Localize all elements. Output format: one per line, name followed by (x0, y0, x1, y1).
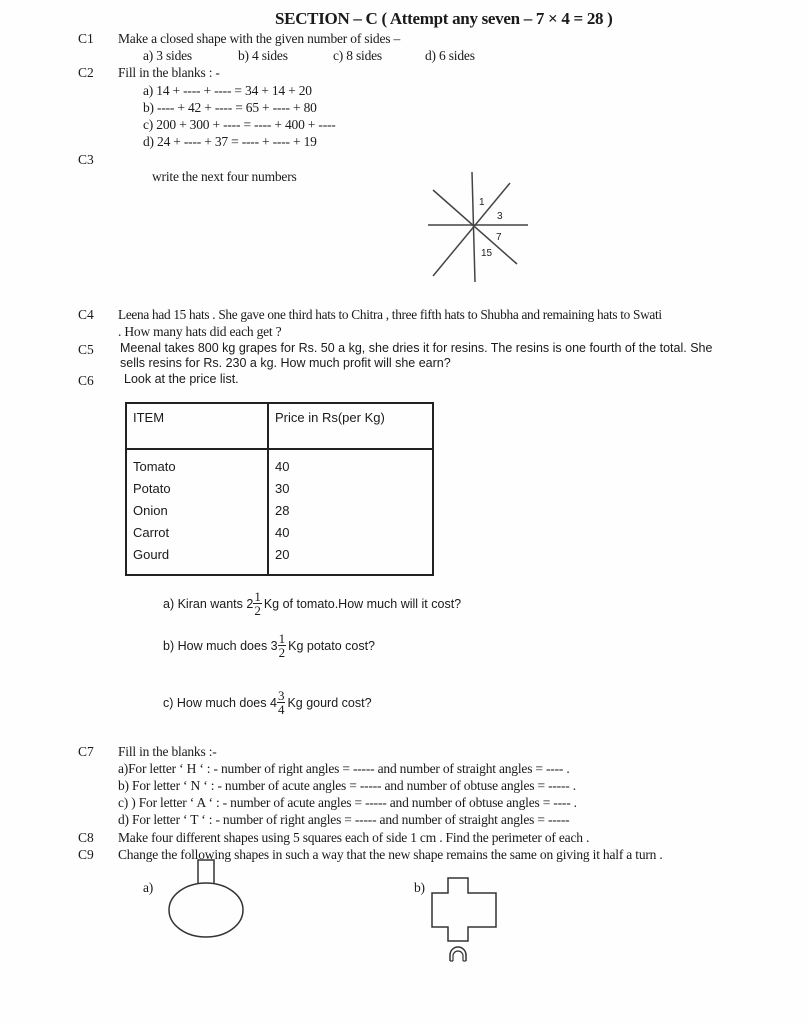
c7-question-text: Fill in the blanks :- (118, 744, 217, 759)
c7-item-d: d) For letter ‘ T ‘ : - number of right angles = ----- and number of straight angles = ----- (118, 812, 570, 827)
section-title: SECTION – C ( Attempt any seven – 7 × 4 = 28 ) (275, 9, 613, 28)
table-cell-item: Tomato (133, 459, 176, 474)
c9-shape-a-circle-with-square (160, 858, 250, 938)
c3-star-lines-figure (410, 170, 550, 285)
question-number-c8: C8 (78, 830, 94, 845)
c5-question-line1: Meenal takes 800 kg grapes for Rs. 50 a kg, she dries it for resins. The resins is one fourth of the total. She (120, 341, 713, 355)
c8-question-text: Make four different shapes using 5 squares each of side 1 cm . Find the perimeter of each . (118, 830, 590, 845)
question-number-c1: C1 (78, 31, 94, 46)
table-header-price: Price in Rs(per Kg) (268, 403, 433, 449)
c2-question-text: Fill in the blanks : - (118, 65, 220, 80)
table-header-item: ITEM (126, 403, 268, 449)
question-number-c5: C5 (78, 342, 94, 357)
fraction: $\frac{1}{2}$ (254, 589, 261, 618)
c2-item-a: a) 14 + ---- + ---- = 34 + 14 + 20 (143, 83, 312, 98)
c3-question-text: write the next four numbers (152, 169, 297, 184)
table-cell-price: 40 (275, 459, 290, 474)
question-number-c2: C2 (78, 65, 94, 80)
c6-question-text: Look at the price list. (124, 372, 239, 386)
c1-option-d: d) 6 sides (425, 48, 475, 63)
table-cell-price: 28 (275, 503, 290, 518)
c3-label-3: 3 (497, 211, 503, 222)
c9-shape-b-label: b) (414, 880, 425, 895)
table-body-row (126, 449, 433, 575)
c3-label-15: 15 (481, 248, 493, 259)
c3-label-1: 1 (479, 197, 485, 208)
table-cell-price: 20 (275, 547, 290, 562)
question-number-c9: C9 (78, 847, 94, 862)
fraction: $\frac{1}{2}$ (278, 631, 286, 660)
c9-shape-a-label: a) (143, 880, 154, 895)
c2-item-b: b) ---- + 42 + ---- = 65 + ---- + 80 (143, 100, 317, 115)
fraction: $\frac{3}{4}$ (277, 688, 285, 717)
c7-item-c: c) ) For letter ‘ A ‘ : - number of acute angles = ----- and number of obtuse angles = ---- . (118, 795, 577, 810)
c1-option-b: b) 4 sides (238, 48, 288, 63)
question-number-c6: C6 (78, 373, 94, 388)
table-cell-item: Gourd (133, 547, 170, 562)
price-list-table (125, 402, 434, 576)
c6-subquestion-c: c) How much does 4 $\frac{3}{4}$ Kg gourd cost? (163, 688, 372, 717)
question-number-c3: C3 (78, 152, 94, 167)
c3-label-7: 7 (496, 232, 502, 243)
question-number-c7: C7 (78, 744, 94, 759)
table-item-column (126, 449, 268, 575)
c2-item-c: c) 200 + 300 + ---- = ---- + 400 + ---- (143, 117, 336, 132)
table-header-row (126, 403, 433, 449)
c2-item-d: d) 24 + ---- + 37 = ---- + ---- + 19 (143, 134, 317, 149)
c1-question-text: Make a closed shape with the given number of sides – (118, 31, 401, 46)
c9-question-text: Change the following shapes in such a way that the new shape remains the same on giving it half a turn . (118, 847, 663, 862)
c4-question-line1: Leena had 15 hats . She gave one third hats to Chitra , three fifth hats to Shubha and remaining hats to Swati (118, 307, 662, 322)
c1-option-c: c) 8 sides (333, 48, 382, 63)
table-cell-item: Potato (133, 481, 171, 496)
c6-subquestion-a: a) Kiran wants 2 $\frac{1}{2}$ Kg of tomato.How much will it cost? (163, 589, 462, 618)
c7-item-b: b) For letter ‘ N ‘ : - number of acute angles = ----- and number of obtuse angles = ----- . (118, 778, 576, 793)
table-cell-price: 30 (275, 481, 290, 496)
question-number-c4: C4 (78, 307, 94, 322)
table-cell-price: 40 (275, 525, 290, 540)
c7-item-a: a)For letter ‘ H ‘ : - number of right angles = ----- and number of straight angles = ---- . (118, 761, 570, 776)
table-cell-item: Onion (133, 503, 168, 518)
c6-subquestion-b: b) How much does 3 $\frac{1}{2}$ Kg potato cost? (163, 631, 376, 660)
table-cell-item: Carrot (133, 525, 170, 540)
table-price-column (268, 449, 433, 575)
c5-question-line2: sells resins for Rs. 230 a kg. How much profit will she earn? (120, 356, 451, 370)
c1-option-a: a) 3 sides (143, 48, 192, 63)
c9-shape-b-cross-with-arch (428, 875, 503, 965)
c4-question-line2: . How many hats did each get ? (118, 324, 282, 339)
